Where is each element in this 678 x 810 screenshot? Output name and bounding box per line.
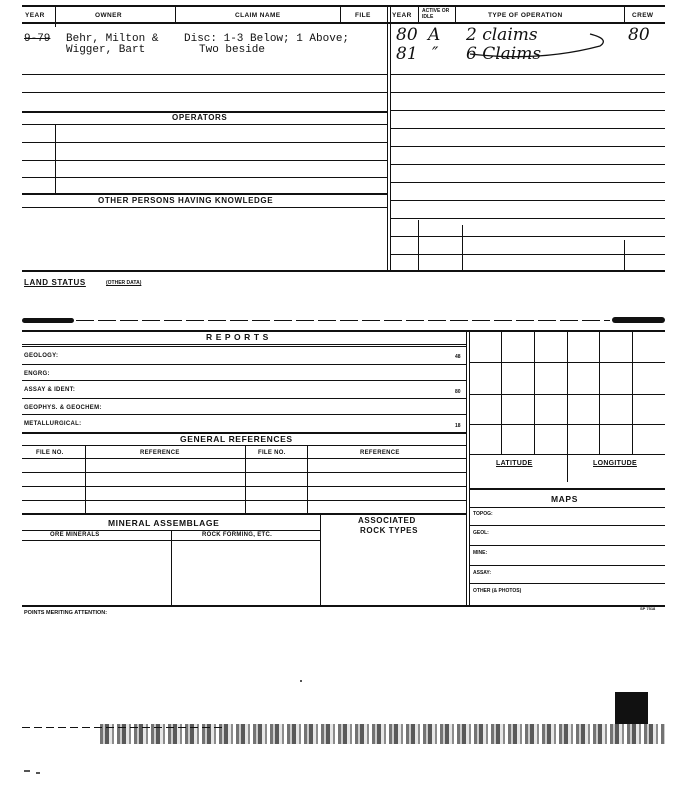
gr-col-reference: REFERENCE [140,450,180,456]
ops-small-divider-2 [462,225,463,270]
mineral-col-divider [171,530,172,605]
header-file: FILE [355,12,371,19]
op-row2-year: 81 [396,44,418,64]
report-row-line-3 [22,398,466,399]
ops-row-line-7 [391,182,665,183]
maps-mine-label: MINE: [473,550,488,556]
reports-heading-bottom [22,344,466,345]
ore-minerals-label: ORE MINERALS [50,532,100,538]
claim-owner-line1: Behr, Milton & [66,33,159,45]
maps-row-line-3 [469,565,665,566]
points-meriting-attention: POINTS MERITING ATTENTION: [24,610,108,616]
reports-right-divider-2 [469,330,470,605]
grid-col-1 [501,330,502,454]
grid-col-5 [632,330,633,454]
header-year: YEAR [25,12,45,19]
ops-row-line-3 [391,110,665,111]
header-claim-name: CLAIM NAME [235,12,281,19]
other-persons-bottom-border [22,207,387,208]
scan-noise-dot-2 [36,772,40,774]
op-row2-type: 6 Claims [466,44,542,64]
grid-col-2 [534,330,535,454]
op-row1-crew: 80 [628,25,650,45]
rock-forming-label: ROCK FORMING, ETC. [202,532,273,538]
ops-row-line-10 [391,236,665,237]
operators-line-1 [22,142,387,143]
maps-heading: MAPS [551,494,578,504]
operators-line-2 [22,160,387,161]
gr-col-divider-2 [245,445,246,513]
col-divider-main [387,5,388,270]
associated-rock-types-line1: ASSOCIATED [358,516,416,525]
grid-row-1 [469,362,665,363]
gr-col-divider-3 [307,445,308,513]
report-row-line-2 [22,380,466,381]
other-persons-top-border [22,193,387,195]
latitude-label: LATITUDE [496,460,533,467]
grid-col-3 [567,330,568,454]
land-status-note: (OTHER DATA) [106,280,142,286]
mineral-top-border [22,513,466,515]
claim-owner-line2: Wigger, Bart [66,44,146,56]
grid-row-2 [469,394,665,395]
report-assay-label: ASSAY & IDENT: [24,387,76,393]
form-number: SP 7518 [640,606,656,611]
general-references-heading: GENERAL REFERENCES [180,434,293,444]
report-engrg-label: ENGRG: [24,371,50,377]
maps-assay-label: ASSAY: [473,570,492,576]
gr-row-line-3 [22,500,466,501]
operators-line-3 [22,177,387,178]
top-border [22,5,665,7]
header-year-ops: YEAR [392,12,412,19]
col-divider-year [55,7,56,27]
reports-right-divider [466,330,467,605]
gr-header-bottom [22,458,466,459]
mineral-assoc-divider [320,513,321,605]
scan-noise-line [22,727,222,728]
owner-row-line-1 [22,74,387,75]
ops-row-line-4 [391,128,665,129]
ops-row-line-9 [391,218,665,219]
section-divider-bar-left [22,318,74,323]
other-persons-heading: OTHER PERSONS HAVING KNOWLEDGE [98,196,274,205]
grid-col-4 [599,330,600,454]
claim-name-line2: Two beside [199,44,266,56]
section-divider-dashed [76,320,610,321]
col-divider-main-2 [390,5,391,270]
general-references-heading-bottom [22,445,466,446]
maps-row-line-4 [469,583,665,584]
mineral-assemblage-heading: MINERAL ASSEMBLAGE [108,518,220,528]
operators-left-divider [55,124,56,194]
header-active-idle: ACTIVE OR IDLE [422,8,450,20]
col-divider-file [340,7,341,22]
gr-row-line-1 [22,472,466,473]
op-row2-status: ″ [432,44,439,64]
ops-small-divider-3 [624,240,625,270]
maps-topog-label: TOPOG: [473,511,493,517]
maps-top-border [469,488,665,490]
ops-row-line-6 [391,164,665,165]
ops-row-line-5 [391,146,665,147]
ops-row-line-2 [391,92,665,93]
handwritten-loop-mark [460,24,620,64]
header-crew: CREW [632,12,654,19]
report-geology-code: 48 [455,354,461,360]
gr-row-line-2 [22,486,466,487]
ops-row-line-1 [391,74,665,75]
maps-row-line-1 [469,525,665,526]
scan-noise-dot-1 [24,770,30,772]
report-row-line-1 [22,364,466,365]
lat-long-divider [567,454,568,482]
scan-black-block [615,692,648,724]
report-geology-label: GEOLOGY: [24,353,59,359]
claim-year: 9-79 [24,33,51,45]
gr-col-file-no-2: FILE NO. [258,450,286,456]
gr-col-file-no: FILE NO. [36,450,64,456]
col-divider-active [455,7,456,22]
reports-top-border [22,330,665,332]
gr-col-reference-2: REFERENCE [360,450,400,456]
operators-heading: OPERATORS [172,113,228,122]
report-assay-code: 80 [455,389,461,395]
report-metallurgical-code: 18 [455,423,461,429]
top-block-bottom-border [22,270,665,272]
col-divider-owner [175,7,176,22]
claim-name-line1: Disc: 1-3 Below; 1 Above; [184,33,350,45]
grid-row-3 [469,424,665,425]
report-metallurgical-label: METALLURGICAL: [24,421,82,427]
associated-rock-types-line2: ROCK TYPES [360,526,419,535]
op-row1-type: 2 claims [466,25,538,45]
ops-small-divider-1 [418,220,419,270]
reports-heading: R E P O R T S [206,332,269,342]
owner-row-line-2 [22,92,387,93]
col-divider-ops-year [418,7,419,22]
land-status-heading: LAND STATUS [24,278,86,287]
scan-noise-dot-3 [300,680,302,682]
header-type-of-operation: TYPE OF OPERATION [488,12,563,19]
op-row1-status: A [428,25,441,45]
operators-bottom-border [22,124,387,125]
col-divider-crew [624,7,625,22]
header-owner: OWNER [95,12,122,19]
report-row-line-4 [22,414,466,415]
reports-heading-bottom-2 [22,346,466,347]
report-geophys-label: GEOPHYS. & GEOCHEM: [24,405,102,411]
longitude-label: LONGITUDE [593,460,637,467]
maps-row-line-2 [469,545,665,546]
gr-col-divider-1 [85,445,86,513]
maps-geol-label: GEOL: [473,530,489,536]
mineral-bottom-border [22,605,665,607]
section-divider-bar-right [612,317,665,323]
maps-other-label: OTHER (& PHOTOS) [473,588,522,594]
op-row1-year: 80 [396,25,418,45]
maps-heading-bottom [469,507,665,508]
ops-row-line-8 [391,200,665,201]
